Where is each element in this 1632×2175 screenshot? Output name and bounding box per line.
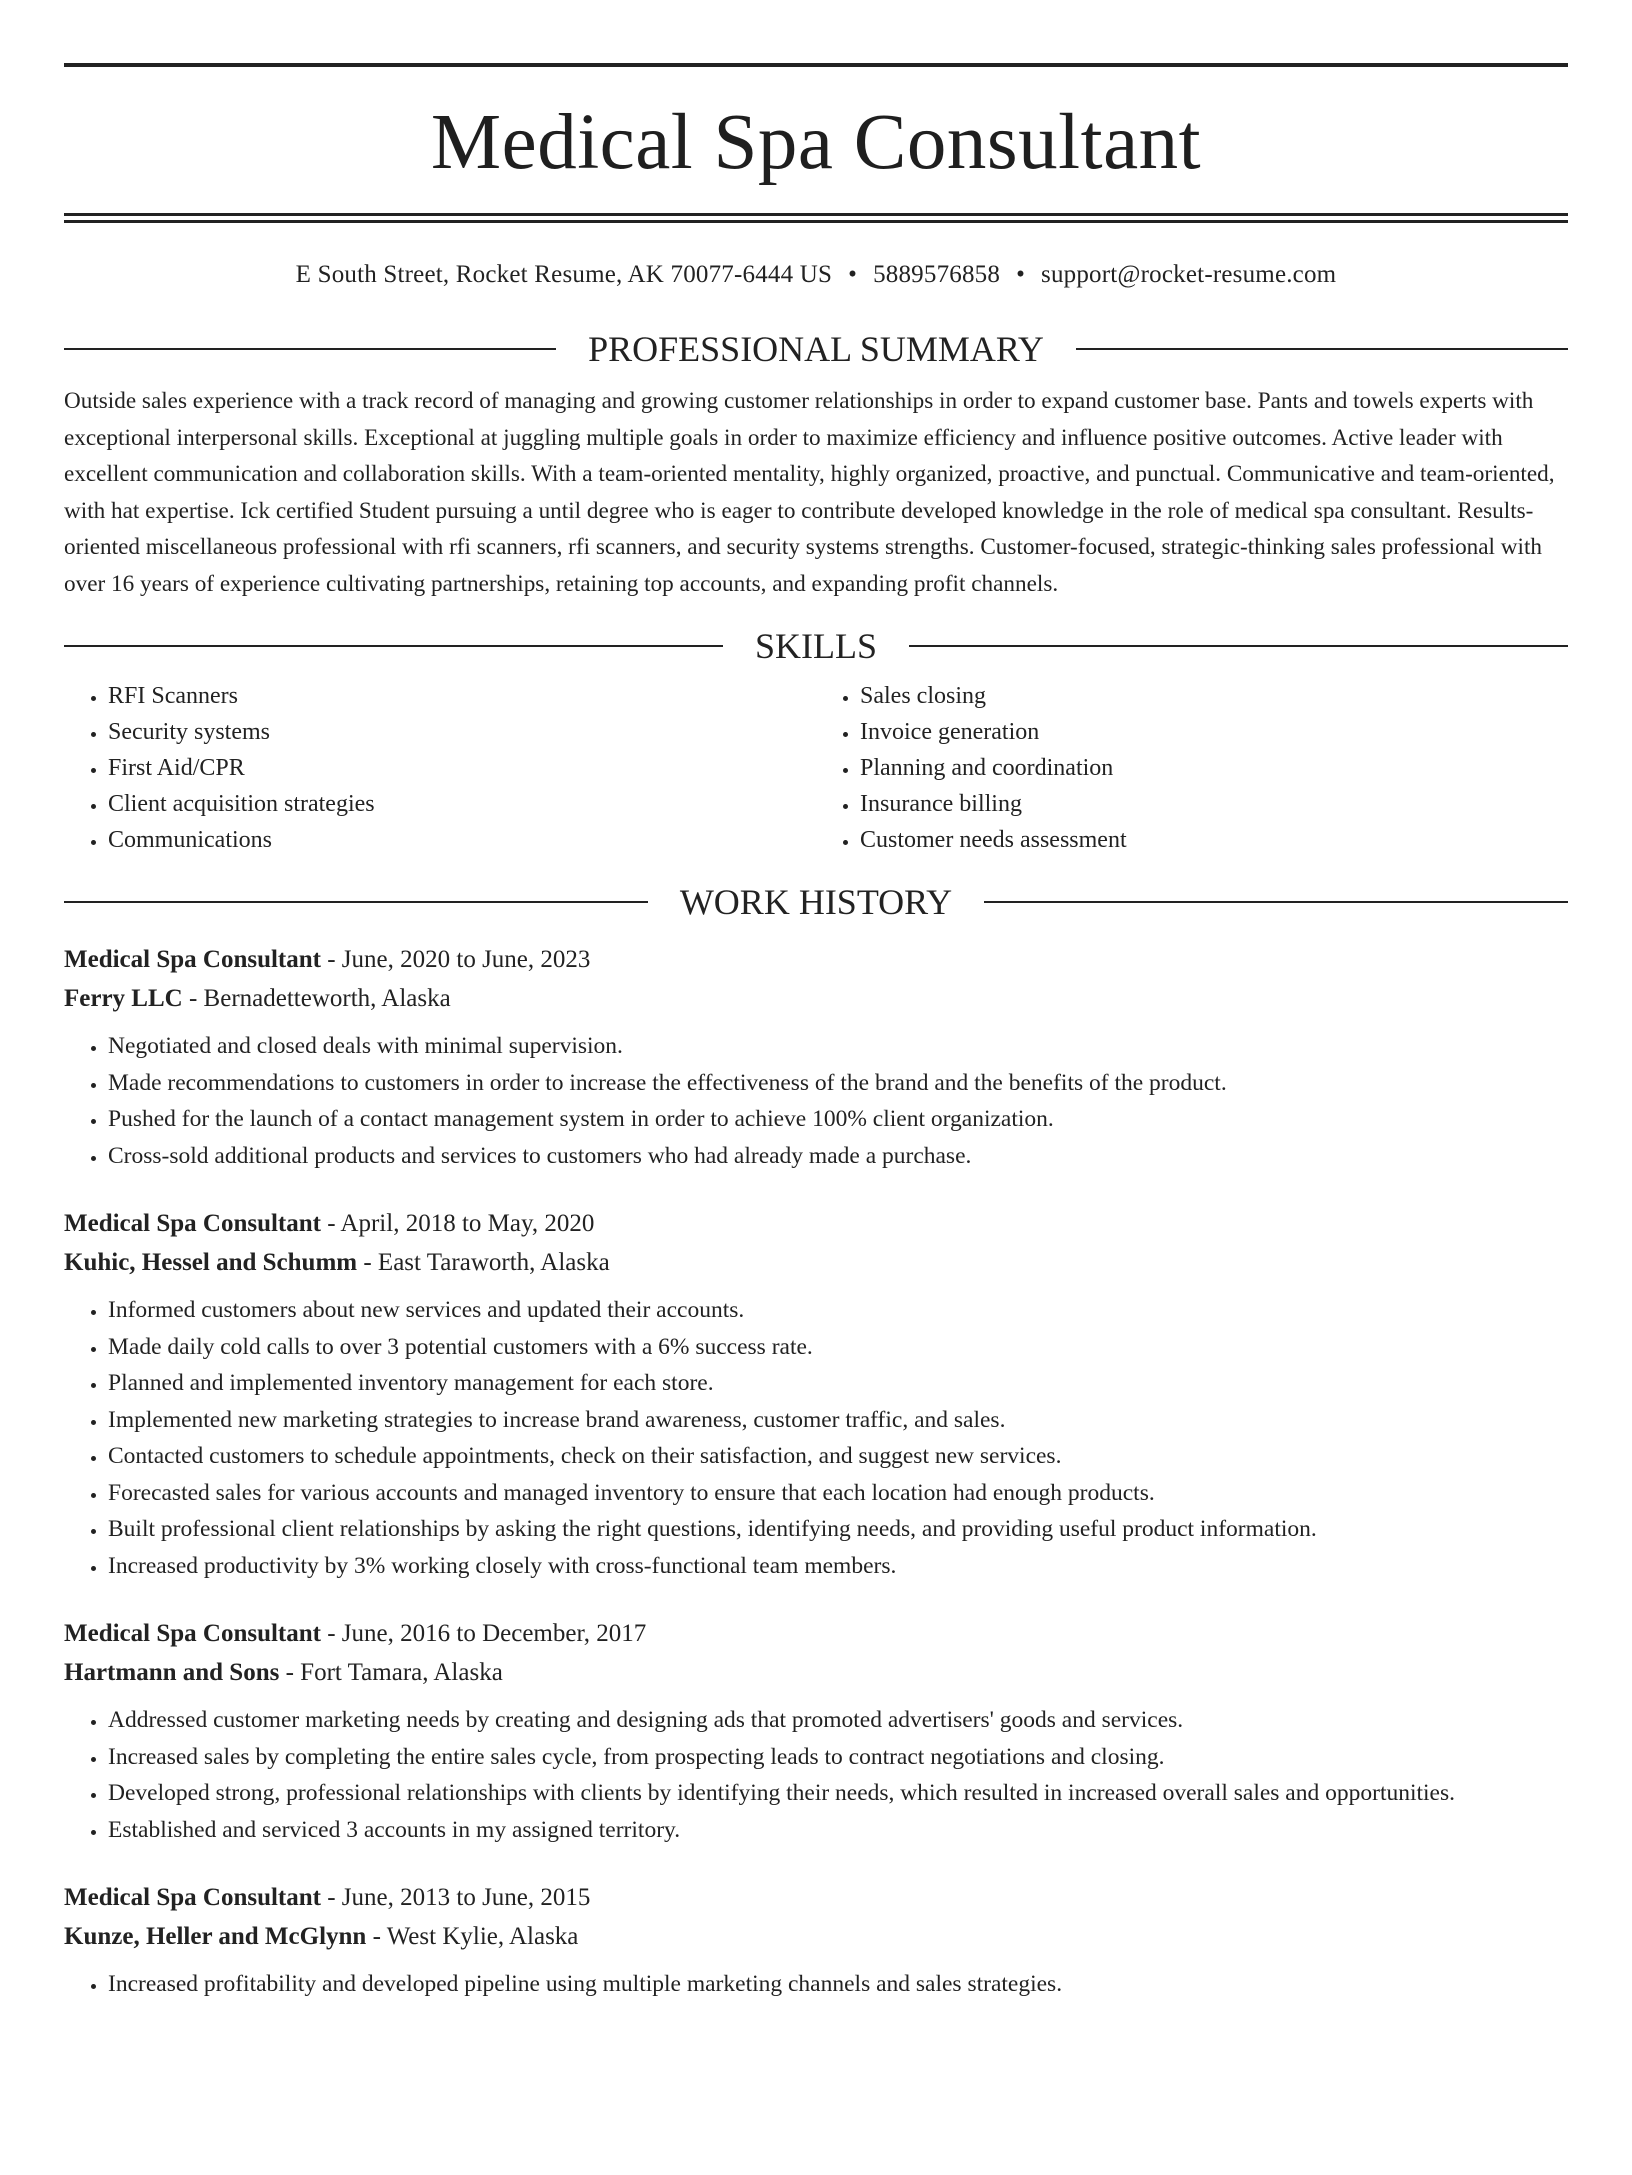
job-company-line [64,1243,1568,1282]
job-bullets [64,1292,1568,1584]
job-title-line [64,1614,1568,1653]
skill-item: • RFI Scanners [108,678,816,714]
job-title: Medical Spa Consultant [64,1210,321,1237]
job-title: Medical Spa Consultant [64,946,321,973]
skill-item: • Sales closing [860,678,1568,714]
job-bullet: • Established and serviced 3 accounts in my assigned territory. [108,1812,1568,1849]
job-title-line [64,1878,1568,1917]
job-dates: - June, 2020 to June, 2023 [320,946,591,973]
section-divider [64,901,648,903]
job-dates: - June, 2013 to June, 2015 [320,1884,591,1911]
job-bullet: • Implemented new marketing strategies to increase brand awareness, customer traffic, and sales. [108,1402,1568,1439]
job-bullet: • Contacted customers to schedule appointments, check on their satisfaction, and suggest new services. [108,1438,1568,1475]
job-bullet: • Planned and implemented inventory management for each store. [108,1365,1568,1402]
skill-item: • Security systems [108,714,816,750]
job-bullet: • Informed customers about new services and updated their accounts. [108,1292,1568,1329]
skill-item: • Invoice generation [860,714,1568,750]
job-entry [64,1614,1568,1848]
contact-separator: • [1016,261,1026,288]
skills-list [64,678,1568,858]
contact-address: E South Street, Rocket Resume, AK 70077-6444 US [295,261,833,288]
job-company: Kuhic, Hessel and Schumm [64,1249,358,1276]
job-title: Medical Spa Consultant [64,1884,321,1911]
skills-column-right [816,678,1568,858]
contact-phone[interactable]: 5889576858 [873,261,1001,288]
job-bullet: • Made recommendations to customers in order to increase the effectiveness of the brand and the benefits of the product. [108,1065,1568,1102]
job-dates: - April, 2018 to May, 2020 [320,1210,595,1237]
skill-item: • Insurance billing [860,786,1568,822]
work-section-header [64,880,1568,924]
section-divider [909,645,1568,647]
section-divider [64,348,556,350]
job-bullet: • Negotiated and closed deals with minimal supervision. [108,1028,1568,1065]
job-location: - Fort Tamara, Alaska [279,1659,503,1686]
job-location: - West Kylie, Alaska [366,1923,579,1950]
skill-item: • First Aid/CPR [108,750,816,786]
summary-section-title: PROFESSIONAL SUMMARY [588,329,1044,369]
resume-name: Medical Spa Consultant [430,99,1202,186]
job-bullet: • Increased profitability and developed pipeline using multiple marketing channels and sales strategies. [108,1966,1568,2003]
skills-section-header [64,624,1568,668]
job-title-line [64,940,1568,979]
job-bullet: • Increased sales by completing the entire sales cycle, from prospecting leads to contract negotiations and closing. [108,1739,1568,1776]
job-title-line [64,1204,1568,1243]
skill-item: • Client acquisition strategies [108,786,816,822]
job-bullet: • Forecasted sales for various accounts and managed inventory to ensure that each location had enough products. [108,1475,1568,1512]
section-divider [984,901,1568,903]
job-dates: - June, 2016 to December, 2017 [320,1620,647,1647]
job-bullet: • Addressed customer marketing needs by creating and designing ads that promoted advertisers' goods and services. [108,1702,1568,1739]
job-bullets [64,1702,1568,1848]
job-company: Ferry LLC [64,985,183,1012]
job-bullet: • Increased productivity by 3% working closely with cross-functional team members. [108,1548,1568,1585]
skill-item: • Communications [108,822,816,858]
job-location: - Bernadetteworth, Alaska [182,985,451,1012]
skill-item: • Planning and coordination [860,750,1568,786]
job-bullet: • Built professional client relationships by asking the right questions, identifying needs, and providing useful product information. [108,1511,1568,1548]
job-location: - East Taraworth, Alaska [357,1249,610,1276]
job-bullet: • Made daily cold calls to over 3 potential customers with a 6% success rate. [108,1329,1568,1366]
job-company-line [64,979,1568,1018]
job-bullet: • Pushed for the launch of a contact management system in order to achieve 100% client organization. [108,1101,1568,1138]
skill-item: • Customer needs assessment [860,822,1568,858]
job-entry [64,940,1568,1174]
job-company: Hartmann and Sons [64,1659,280,1686]
skills-section-title: SKILLS [755,626,878,666]
contact-separator: • [848,261,858,288]
job-bullets [64,1966,1568,2003]
job-bullets [64,1028,1568,1174]
section-divider [64,645,723,647]
contact-line [64,259,1568,291]
job-company-line [64,1917,1568,1956]
job-bullet: • Cross-sold additional products and services to customers who had already made a purchase. [108,1138,1568,1175]
summary-section-header [64,327,1568,371]
header-double-rule [64,213,1568,223]
job-company-line [64,1653,1568,1692]
resume-page [0,63,1632,2175]
summary-text: Outside sales experience with a track record of managing and growing customer relationships in order to expand customer base. Pants and towels experts with exceptional interpersonal skills. Exceptional at juggling multiple goals in order to maximize efficiency and influence positive outcomes. Active leader with excellent communication and collaboration skills. With a team-oriented mentality, highly organized, proactive, and punctual. Communicative and team-oriented, with hat expertise. Ick certified Student pursuing a until degree who is eager to contribute developed knowledge in the role of medical spa consultant. Results-oriented miscellaneous professional with rfi scanners, rfi scanners, and security systems strengths. Customer-focused, strategic-thinking sales professional with over 16 years of experience cultivating partnerships, retaining top accounts, and expanding profit channels. [64,388,1555,597]
work-section-title: WORK HISTORY [679,882,953,922]
job-title: Medical Spa Consultant [64,1620,321,1647]
contact-email[interactable]: support@rocket-resume.com [1041,261,1337,288]
skills-column-left [64,678,816,858]
job-company: Kunze, Heller and McGlynn [64,1923,367,1950]
section-divider [1076,348,1568,350]
job-entry [64,1878,1568,2003]
job-entry [64,1204,1568,1584]
job-bullet: • Developed strong, professional relationships with clients by identifying their needs, which resulted in increased overall sales and opportunities. [108,1775,1568,1812]
header-top-rule [64,63,1568,67]
